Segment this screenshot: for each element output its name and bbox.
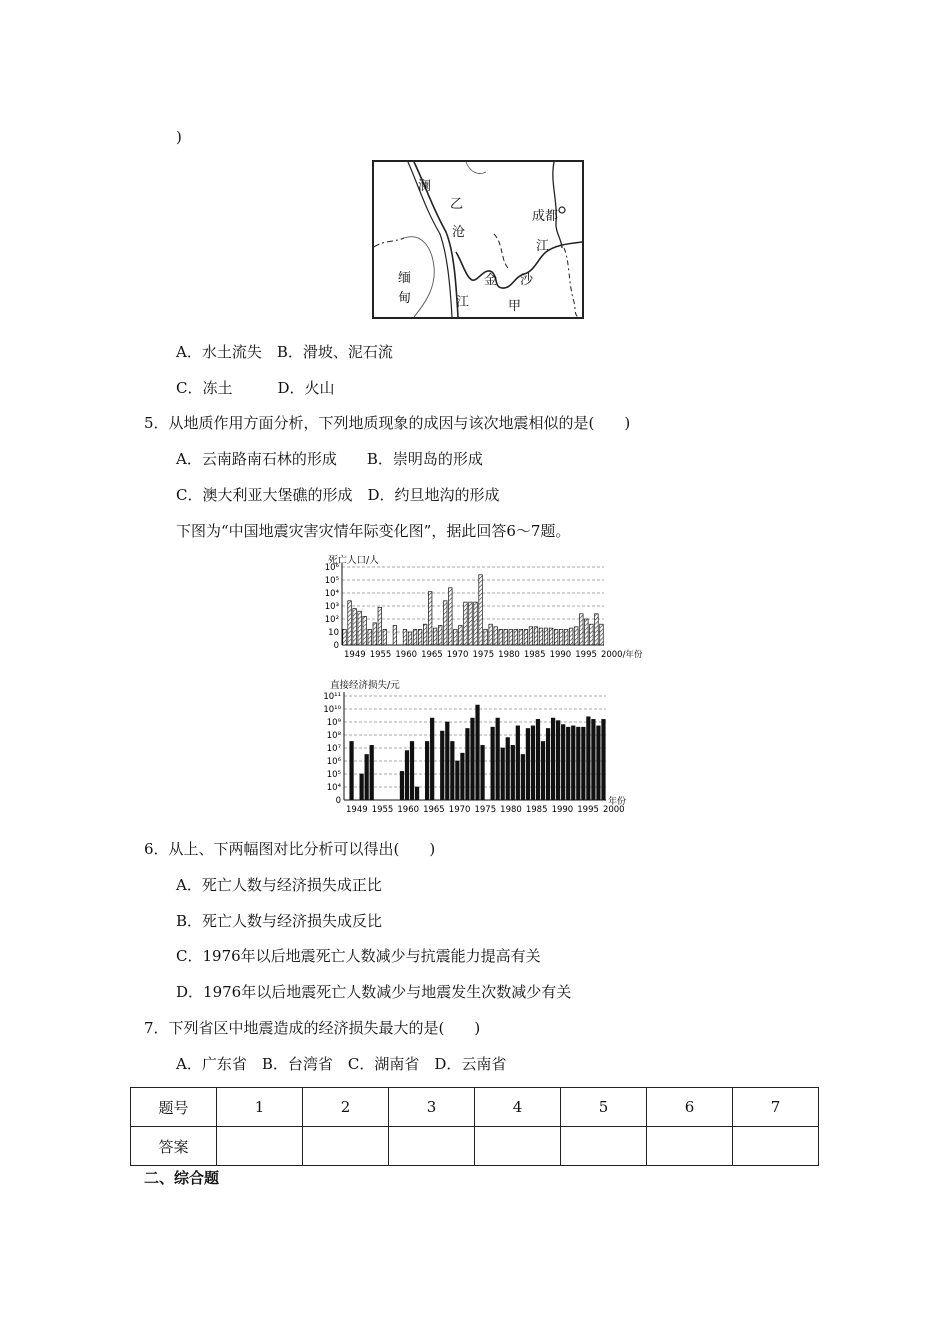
data-bar — [373, 623, 377, 645]
data-bar — [585, 619, 589, 645]
data-bar — [438, 626, 442, 646]
data-bar — [514, 629, 518, 645]
y-tick-label: 10⁹ — [326, 718, 341, 728]
data-bar — [479, 575, 483, 645]
data-bar — [383, 629, 387, 645]
data-bar — [569, 628, 573, 645]
data-bar — [577, 727, 581, 800]
q6-option-b: B．死亡人数与经济损失成反比 — [176, 912, 383, 930]
data-bar — [597, 726, 601, 800]
x-tick-label: 1980 — [500, 805, 522, 815]
data-bar — [575, 627, 579, 645]
data-bar — [590, 624, 594, 645]
data-bar — [571, 726, 575, 800]
map-label-chengdu: 成都 — [532, 209, 559, 224]
x-tick-label: 1960 — [395, 650, 418, 660]
data-bar — [469, 602, 473, 645]
data-bar — [561, 725, 565, 800]
data-bar — [408, 632, 412, 645]
data-bar — [370, 745, 374, 800]
data-bar — [363, 616, 367, 645]
data-bar — [587, 717, 591, 800]
answer-input-cell[interactable] — [475, 1127, 561, 1166]
x-tick-label: 1990 — [551, 805, 574, 815]
map-label-jiang-left: 江 — [456, 295, 470, 310]
map-label-mian: 缅 — [398, 271, 412, 286]
data-bar — [582, 727, 586, 800]
q4-options-ab: A．水土流失 B．滑坡、泥石流 — [176, 343, 393, 361]
x-tick-label: 2000/年份 — [600, 650, 643, 660]
data-bar — [602, 719, 606, 800]
data-bar — [360, 774, 364, 800]
data-bar — [481, 745, 485, 800]
data-bar — [526, 729, 530, 801]
map-label-yi: 乙 — [450, 197, 464, 212]
data-bar — [418, 629, 422, 645]
map-label-jiang-right: 江 — [536, 239, 550, 254]
data-bar — [496, 718, 500, 800]
map-label-jia: 甲 — [508, 299, 522, 314]
data-bar — [566, 727, 570, 800]
x-axis-label: 年份 — [608, 797, 627, 807]
answer-input-cell[interactable] — [389, 1127, 475, 1166]
data-bar — [358, 611, 362, 645]
data-bar — [474, 602, 478, 645]
q5-options-cd: C．澳大利亚大堡礁的形成 D．约旦地沟的形成 — [176, 486, 500, 504]
close-paren: ) — [176, 128, 182, 146]
data-bar — [348, 601, 352, 645]
data-bar — [393, 626, 397, 646]
y-tick-label: 10⁸ — [326, 731, 341, 741]
x-tick-label: 1990 — [549, 650, 572, 660]
data-bar — [580, 614, 584, 645]
data-bar — [444, 601, 448, 645]
data-bar — [459, 626, 463, 646]
data-bar — [494, 627, 498, 645]
data-bar — [403, 629, 407, 645]
x-tick-label: 1970 — [448, 805, 471, 815]
number-cell: 2 — [303, 1088, 389, 1127]
chart-title: 直接经济损失/元 — [330, 680, 400, 691]
y-tick-label: 10⁴ — [326, 783, 341, 793]
y-tick-label: 10⁶ — [324, 563, 339, 573]
x-tick-label: 1995 — [575, 650, 597, 660]
chart-title: 死亡人口/人 — [328, 555, 379, 566]
data-bar — [378, 607, 382, 645]
x-tick-label: 1965 — [421, 650, 443, 660]
data-bar — [433, 628, 437, 645]
map-label-lan: 澜 — [418, 179, 432, 194]
data-bar — [423, 624, 427, 645]
data-bar — [350, 742, 354, 801]
map-label-jin: 金 — [484, 273, 498, 288]
y-tick-label: 10⁵ — [326, 770, 341, 780]
data-bar — [524, 629, 528, 645]
x-tick-label: 1949 — [346, 805, 368, 815]
data-bar — [506, 738, 510, 800]
x-tick-label: 1949 — [344, 650, 366, 660]
data-bar — [516, 726, 520, 800]
x-tick-label: 1955 — [371, 805, 394, 815]
q6-stem: 6．从上、下两幅图对比分析可以得出( ) — [144, 840, 436, 858]
data-bar — [529, 627, 533, 645]
data-bar — [559, 629, 563, 645]
data-bar — [476, 705, 480, 800]
data-bar — [425, 742, 429, 801]
q6-option-a: A．死亡人数与经济损失成正比 — [176, 876, 382, 894]
data-bar — [499, 629, 503, 645]
data-bar — [456, 761, 460, 800]
data-bar — [531, 726, 535, 800]
map-label-dian: 甸 — [398, 291, 412, 306]
answer-table — [130, 1087, 819, 1166]
data-bar — [539, 628, 543, 645]
number-cell: 7 — [732, 1088, 818, 1127]
data-bar — [551, 718, 555, 800]
y-tick-label: 10¹¹ — [323, 692, 341, 702]
number-cell: 4 — [475, 1088, 561, 1127]
answer-input-cell[interactable] — [561, 1127, 647, 1166]
y-tick-label: 10³ — [324, 602, 339, 612]
data-bar — [343, 629, 347, 645]
map-figure — [372, 160, 584, 319]
data-bar — [544, 628, 548, 645]
y-tick-label: 10⁴ — [324, 589, 339, 599]
q6-option-d: D．1976年以后地震死亡人数减少与地震发生次数减少有关 — [176, 983, 572, 1001]
y-tick-label: 0 — [335, 796, 341, 806]
data-bar — [461, 753, 465, 800]
x-tick-label: 1980 — [498, 650, 520, 660]
economic-loss-chart — [318, 678, 638, 823]
answer-input-cell[interactable] — [303, 1127, 389, 1166]
x-tick-label: 1975 — [474, 805, 497, 815]
data-bar — [368, 629, 372, 645]
data-bar — [504, 629, 508, 645]
number-cell: 1 — [217, 1088, 303, 1127]
q4-options-cd: C．冻土 D．火山 — [176, 379, 335, 397]
data-bar — [541, 742, 545, 801]
y-tick-label: 10⁶ — [326, 757, 341, 767]
data-bar — [511, 745, 515, 800]
y-tick-label: 10¹⁰ — [323, 705, 341, 715]
section-2-heading: 二、综合题 — [144, 1169, 220, 1187]
data-bar — [430, 718, 434, 800]
answer-table-answer-row — [131, 1127, 819, 1166]
data-bar — [440, 731, 444, 800]
data-bar — [413, 629, 417, 645]
data-bar — [509, 629, 513, 645]
x-tick-label: 1995 — [577, 805, 599, 815]
data-bar — [449, 588, 453, 645]
x-tick-label: 1960 — [397, 805, 420, 815]
map-label-cang: 沧 — [452, 225, 466, 240]
x-tick-label: 1970 — [446, 650, 469, 660]
y-tick-label: 10 — [328, 628, 339, 638]
y-tick-label: 10⁷ — [326, 744, 341, 754]
data-bar — [600, 624, 604, 645]
x-tick-label: 1985 — [525, 805, 548, 815]
y-tick-label: 10² — [324, 615, 339, 625]
q5-stem: 5．从地质作用方面分析，下列地质现象的成因与该次地震相似的是( ) — [144, 414, 631, 432]
data-bar — [466, 729, 470, 801]
q5-options-ab: A．云南路南石林的形成 B．崇明岛的形成 — [176, 450, 483, 468]
answer-input-cell[interactable] — [732, 1127, 818, 1166]
header-label-cell: 题号 — [131, 1088, 217, 1127]
data-bar — [592, 719, 596, 800]
data-bar — [521, 755, 525, 801]
map-label-sha: 沙 — [520, 273, 534, 288]
data-bar — [564, 629, 568, 645]
number-cell: 3 — [389, 1088, 475, 1127]
data-bar — [501, 748, 505, 800]
x-tick-label: 2000 — [602, 805, 625, 815]
data-bar — [353, 609, 357, 645]
data-bar — [549, 628, 553, 645]
x-tick-label: 1965 — [423, 805, 445, 815]
data-bar — [484, 629, 488, 645]
data-bar — [365, 755, 369, 801]
data-bar — [595, 614, 599, 645]
data-bar — [489, 624, 493, 645]
y-tick-label: 0 — [333, 641, 339, 651]
data-bar — [471, 718, 475, 800]
number-cell: 6 — [646, 1088, 732, 1127]
q7-options: A．广东省 B．台湾省 C．湖南省 D．云南省 — [176, 1055, 507, 1073]
intro-6-7: 下图为“中国地震灾害灾情年际变化图”，据此回答6～7题。 — [176, 522, 571, 540]
x-tick-label: 1975 — [472, 650, 495, 660]
data-bar — [546, 729, 550, 801]
data-bar — [554, 629, 558, 645]
data-bar — [536, 719, 540, 800]
data-bar — [534, 627, 538, 645]
x-tick-label: 1985 — [523, 650, 546, 660]
y-tick-label: 10⁵ — [324, 576, 339, 586]
data-bar — [454, 629, 458, 645]
data-bar — [400, 771, 404, 800]
q6-option-c: C．1976年以后地震死亡人数减少与抗震能力提高有关 — [176, 947, 541, 965]
data-bar — [446, 722, 450, 800]
data-bar — [556, 721, 560, 800]
data-bar — [464, 602, 468, 645]
number-cell: 5 — [561, 1088, 647, 1127]
data-bar — [491, 727, 495, 800]
q7-stem: 7．下列省区中地震造成的经济损失最大的是( ) — [144, 1019, 481, 1037]
data-bar — [415, 787, 419, 800]
data-bar — [405, 751, 409, 800]
data-bar — [428, 592, 432, 645]
answer-label-cell: 答案 — [131, 1127, 217, 1166]
data-bar — [519, 629, 523, 645]
answer-table-header-row — [131, 1088, 819, 1127]
answer-input-cell[interactable] — [217, 1127, 303, 1166]
x-tick-label: 1955 — [369, 650, 392, 660]
death-toll-chart — [318, 553, 643, 663]
data-bar — [451, 742, 455, 801]
answer-input-cell[interactable] — [646, 1127, 732, 1166]
data-bar — [410, 742, 414, 801]
